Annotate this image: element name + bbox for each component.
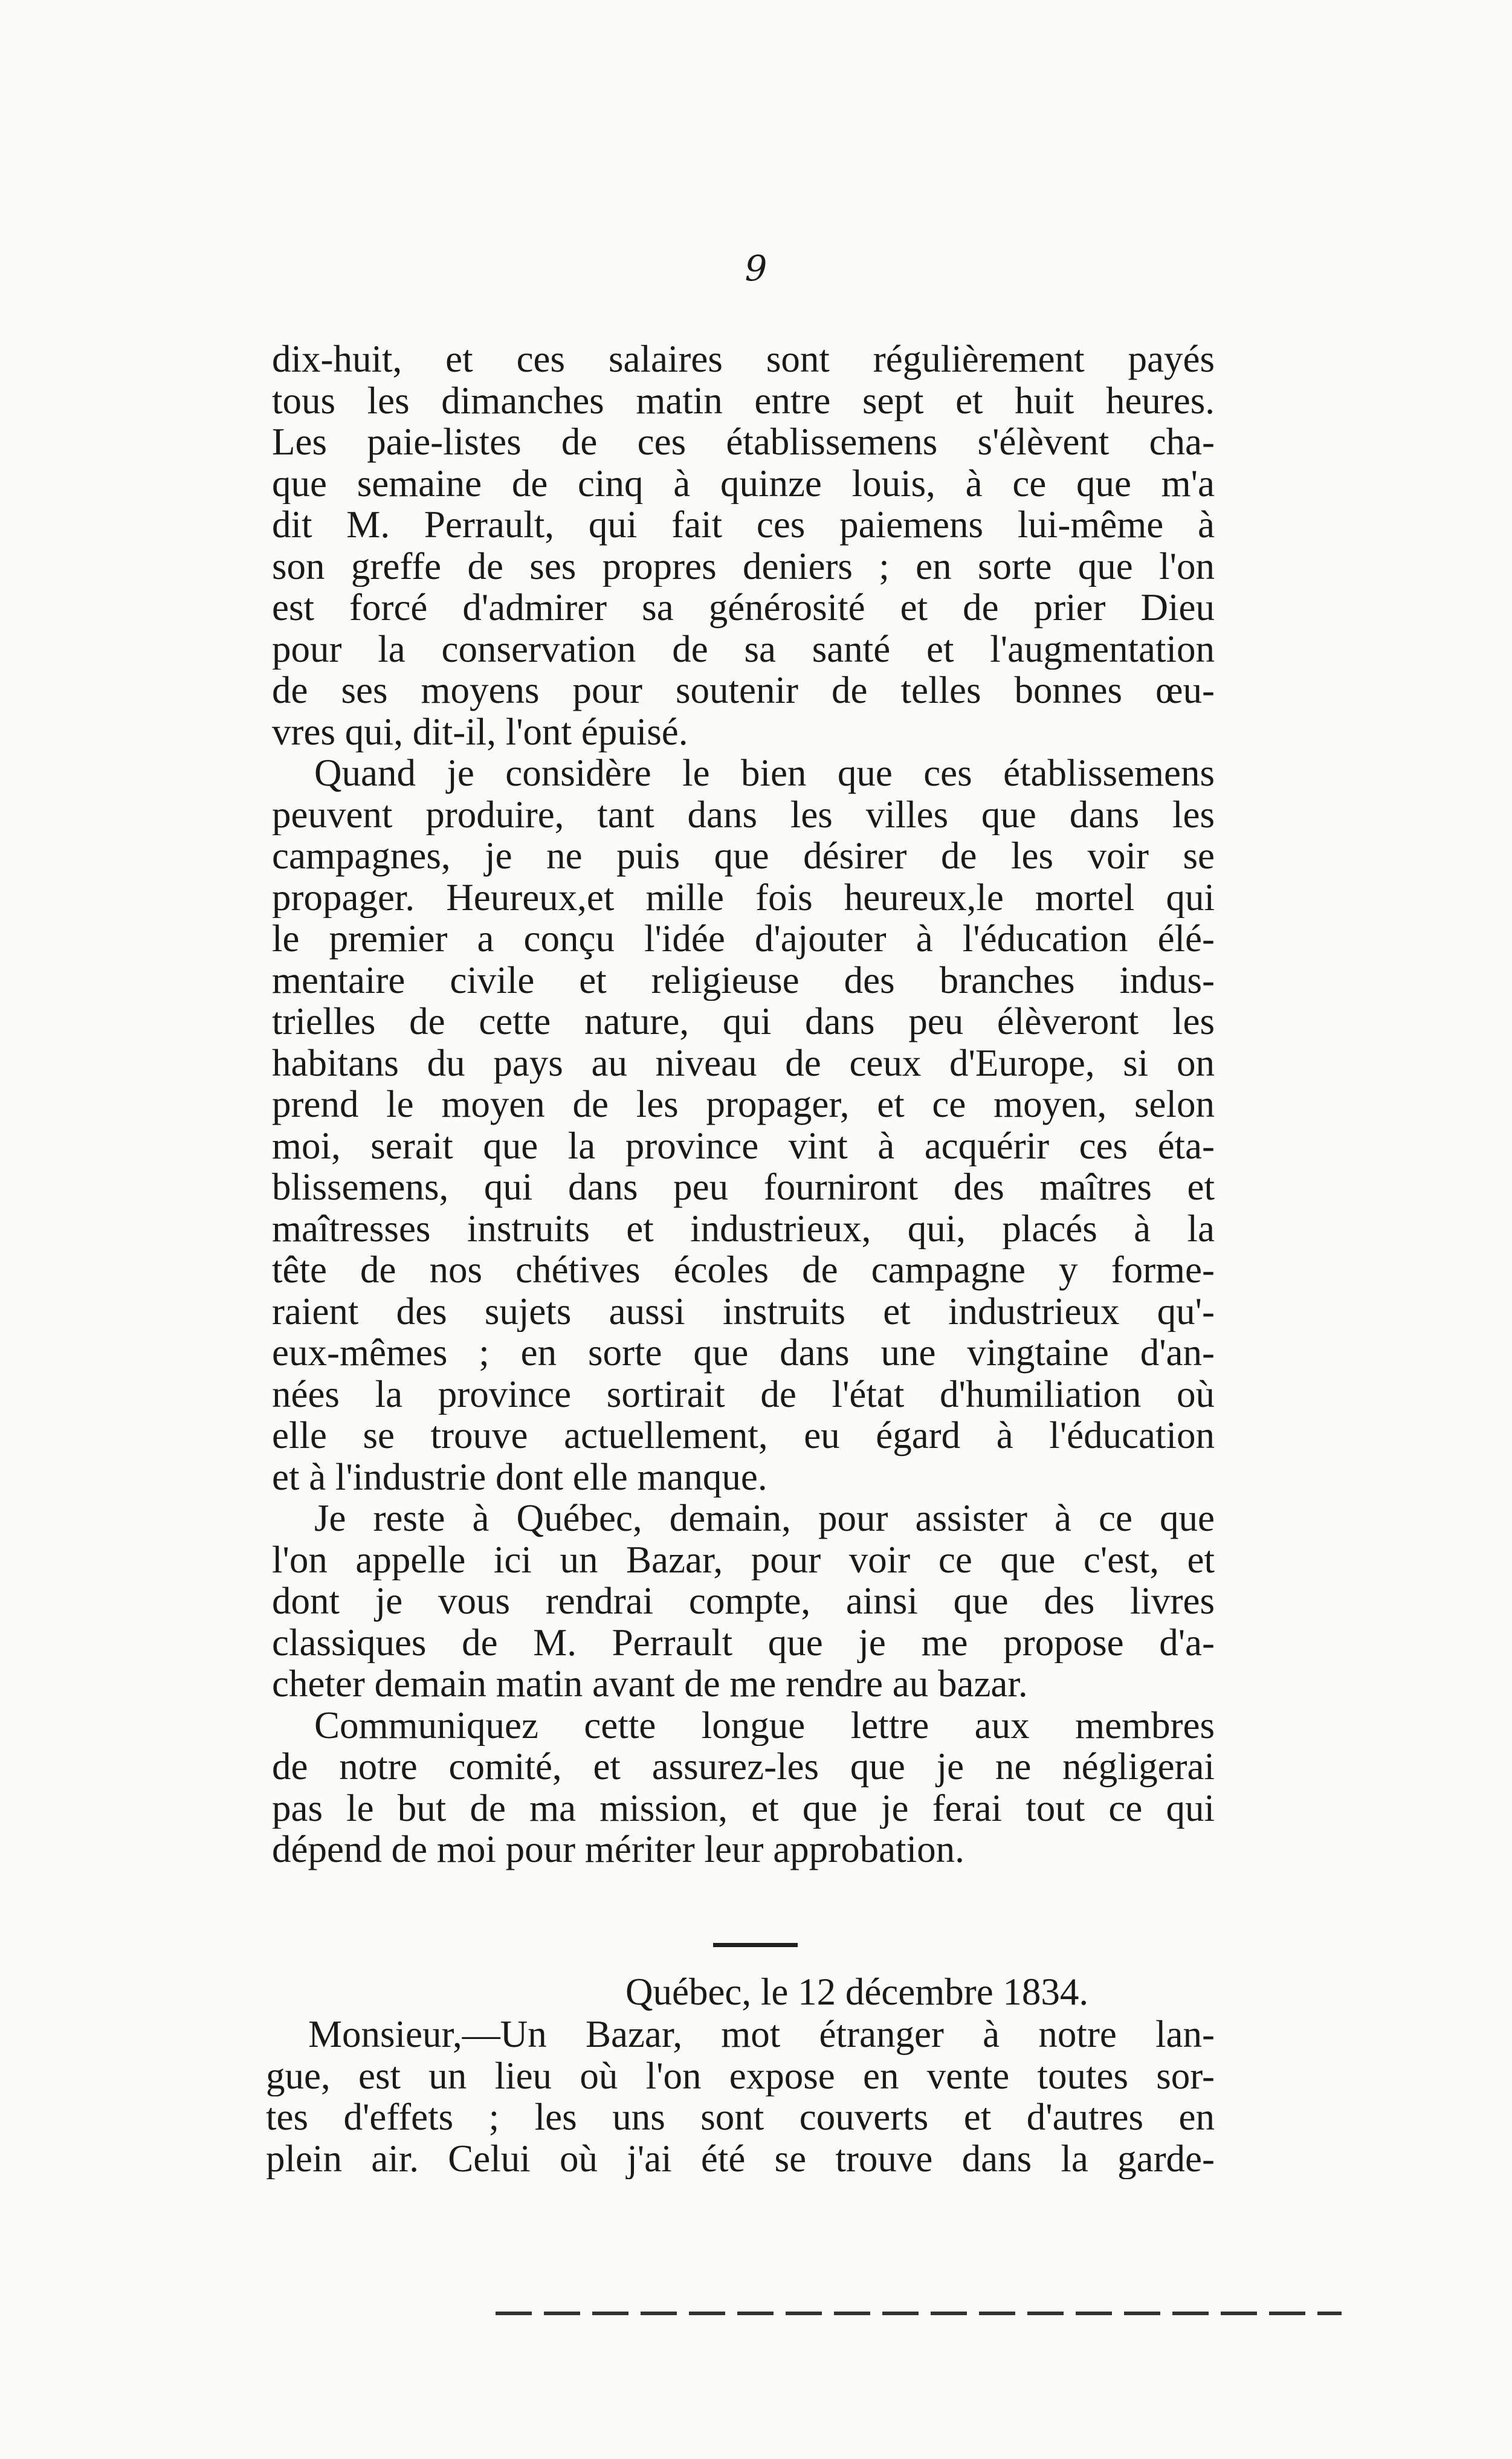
text-line: Monsieur,—Un Bazar, mot étranger à notre lan- [308, 2014, 1215, 2055]
bottom-rule [496, 2312, 1342, 2315]
page-number: 9 [745, 248, 767, 289]
text-line: que semaine de cinq à quinze louis, à ce que m'a [272, 462, 1215, 504]
text-line: campagnes, je ne puis que désirer de les voir se [272, 835, 1215, 877]
text-line: dit M. Perrault, qui fait ces paiemens lui-même à [272, 504, 1215, 546]
text-line: prend le moyen de les propager, et ce moyen, selon [272, 1084, 1215, 1125]
text-line: Les paie-listes de ces établissemens s'élèvent cha- [272, 421, 1215, 463]
text-line: son greffe de ses propres deniers ; en sorte que l'on [272, 545, 1215, 587]
text-line: nées la province sortirait de l'état d'humiliation où [272, 1373, 1215, 1415]
text-line: plein air. Celui où j'ai été se trouve dans la garde- [266, 2137, 1215, 2179]
text-line: dix-huit, et ces salaires sont régulièrement payés [272, 338, 1215, 380]
letter-dateline: Québec, le 12 décembre 1834. [625, 1971, 1089, 2013]
text-line: gue, est un lieu où l'on expose en vente toutes sor- [266, 2055, 1215, 2096]
text-line: elle se trouve actuellement, eu égard à l'éducation [272, 1415, 1215, 1456]
text-line: et à l'industrie dont elle manque. [272, 1456, 767, 1498]
text-line: habitans du pays au niveau de ceux d'Europe, si on [272, 1042, 1215, 1084]
text-line: vres qui, dit-il, l'ont épuisé. [272, 711, 688, 752]
text-line: tes d'effets ; les uns sont couverts et d'autres en [266, 2096, 1215, 2138]
text-line: classiques de M. Perrault que je me propose d'a- [272, 1621, 1215, 1663]
text-line: Je reste à Québec, demain, pour assister à ce que [314, 1498, 1215, 1539]
paragraph-5 [266, 2014, 1215, 2179]
text-line: tête de nos chétives écoles de campagne y forme- [272, 1249, 1215, 1291]
text-line: propager. Heureux,et mille fois heureux,le mortel qui [272, 876, 1215, 918]
text-line: dont je vous rendrai compte, ainsi que des livres [272, 1580, 1215, 1622]
text-line: pour la conservation de sa santé et l'augmentation [272, 628, 1215, 670]
text-line: trielles de cette nature, qui dans peu élèveront les [272, 1001, 1215, 1042]
text-line: de notre comité, et assurez-les que je ne négligerai [272, 1746, 1215, 1788]
text-line: est forcé d'admirer sa générosité et de prier Dieu [272, 587, 1215, 628]
text-line: moi, serait que la province vint à acquérir ces éta- [272, 1125, 1215, 1166]
text-line: dépend de moi pour mériter leur approbation. [272, 1829, 964, 1870]
text-line: le premier a conçu l'idée d'ajouter à l'éducation élé- [272, 918, 1215, 960]
text-line: cheter demain matin avant de me rendre au bazar. [272, 1663, 1028, 1705]
paragraph-1 [272, 338, 1215, 752]
paragraph-3 [272, 1498, 1215, 1705]
text-line: mentaire civile et religieuse des branches indus- [272, 959, 1215, 1001]
text-line: blissemens, qui dans peu fourniront des maîtres et [272, 1166, 1215, 1208]
text-line: Quand je considère le bien que ces établissemens [314, 752, 1215, 794]
text-line: tous les dimanches matin entre sept et huit heures. [272, 380, 1215, 421]
text-line: pas le but de ma mission, et que je ferai tout ce qui [272, 1787, 1215, 1829]
paragraph-4 [272, 1705, 1215, 1870]
text-line: maîtresses instruits et industrieux, qui, placés à la [272, 1207, 1215, 1249]
section-separator [713, 1943, 798, 1947]
letter-body [272, 338, 1215, 1870]
paragraph-2 [272, 752, 1215, 1498]
letter-body-continued [266, 2014, 1215, 2179]
text-line: eux-mêmes ; en sorte que dans une vingtaine d'an- [272, 1332, 1215, 1374]
text-line: l'on appelle ici un Bazar, pour voir ce que c'est, et [272, 1539, 1215, 1580]
text-line: Communiquez cette longue lettre aux membres [314, 1704, 1215, 1746]
text-line: peuvent produire, tant dans les villes que dans les [272, 793, 1215, 835]
text-line: raient des sujets aussi instruits et industrieux qu'- [272, 1290, 1215, 1332]
text-line: de ses moyens pour soutenir de telles bonnes œu- [272, 670, 1215, 711]
